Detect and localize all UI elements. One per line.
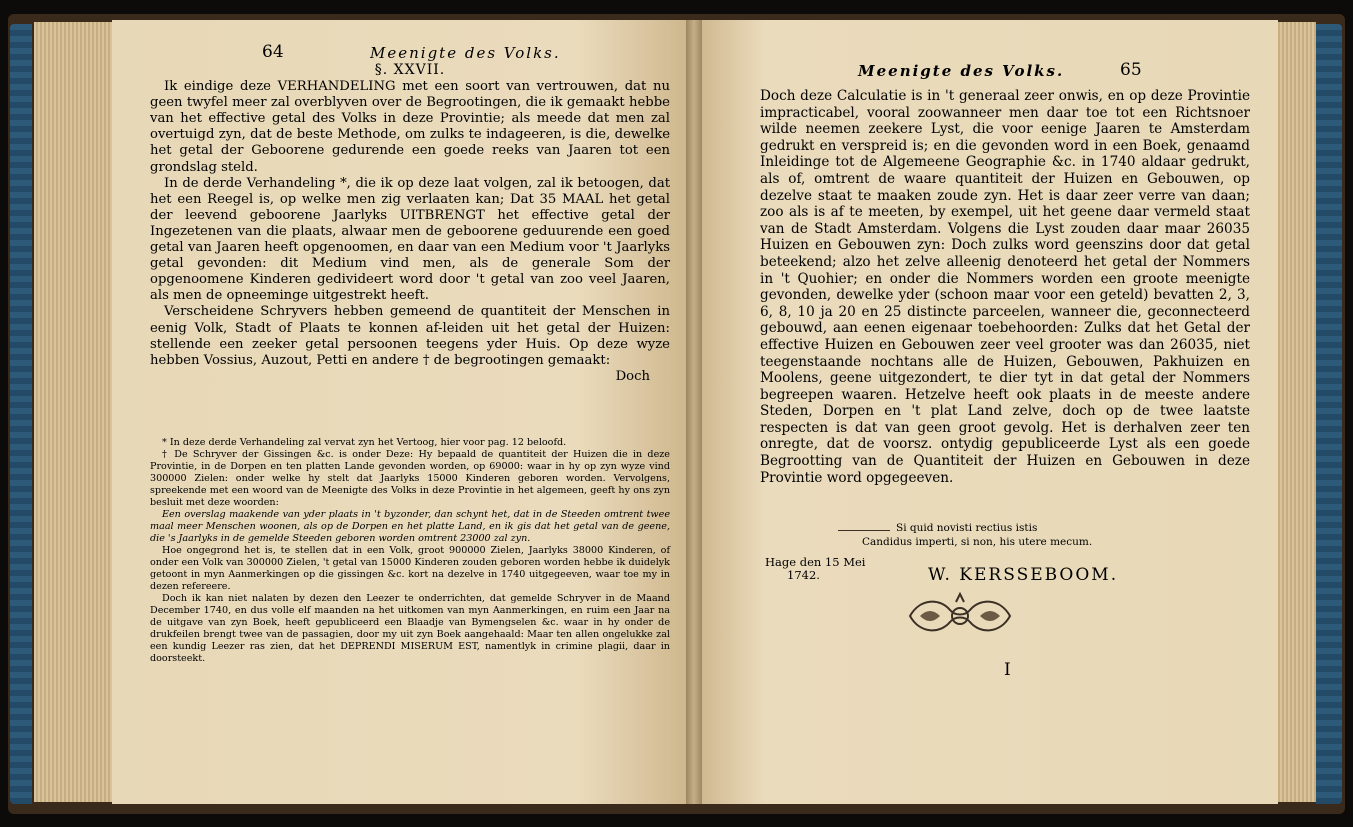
quote-line-2: Candidus imperti, si non, his utere mecum.: [862, 535, 1093, 548]
page-stack-right: [1276, 22, 1316, 802]
place-date: [765, 556, 866, 582]
signature-mark: I: [1004, 660, 1011, 680]
cover-edge-right: [1316, 24, 1342, 804]
left-paragraph-2: In de derde Verhandeling *, die ik op deze laat volgen, zal ik betoogen, dat het een Reegel is, op welke men zig verlaaten kan; Dat 35 MAAL het getal der leevend geboorene Jaarlyks UITBRENGT het effective getal der Ingezetenen van die plaats, alwaar men de geboorene geduurende een goed getal van Jaaren heeft opgenoomen, en daar van een Medium voor 't Jaarlyks getal gevonden: dit Medium vind men, als de generale Som der opgenoomene Kinderen gedivideert word door 't getal van zoo veel Jaaren, als men de opneeminge uitgestrekt heeft.: [150, 175, 670, 304]
left-running-head: Meenigte des Volks.: [370, 44, 561, 62]
quote-line-1: Si quid novisti rectius istis: [896, 522, 1038, 534]
right-paragraph-1: Doch deze Calculatie is in 't generaal zeer onwis, en op deze Provintie impracticabel, vooral zoowanneer men daar toe tot een Richtsnoer wilde neemen zeekere Lyst, die voor eenige Jaaren te Amsterdam gedrukt en verspreid is; en die gevonden word in een Boek, genaamd Inleidinge tot de Algemeene Geographie &c. in 1740 aldaar gedrukt, als of, omtrent de waare quantiteit der Huizen en Gebouwen, op dezelve staat te maaken zoude zyn. Het is daar zeer verre van daan; zoo als is af te meeten, by exempel, uit het geene daar vermeld staat van de Stadt Amsterdam. Volgens die Lyst zouden daar maar 26035 Huizen en Gebouwen zyn: Doch zulks word geenszins door dat getal beteekend; alzo het zelve alleenig denoteerd het getal der Nommers in 't Quohier; en onder die Nommers worden een groote meenigte gevonden, dewelke yder (schoon maar voor een geteld) bevatten 2, 3, 6, 8, 10 ja 20 en 25 distincte parceelen, wanneer die, geconnecteerd gebouwd, aan eenen eigenaar toebehoorden: Zulks dat het Getal der effective Huizen en Gebouwen zeer veel grooter was dan 26035, niet teegenstaande nochtans alle de Huizen, Gebouwen, Pakhuizen en Moolens, geene uitgezondert, te dier tyt in dat getal der Nommers begreepen waaren. Hetzelve heeft ook plaats in de meeste andere Steden, Dorpen en 't plat Land zelve, doch op de twee laatste respecten is dat van geen groot gevolg. Het is derhalven zeer ten onregte, dat de voorsz. ontydig gepubliceerde Lyst als een goede Begrootting van de Quantiteit der Huizen en Gebouwen in deze Provintie word opgegeeven.: [760, 88, 1250, 486]
left-page-number: 64: [262, 42, 284, 62]
footnote-2: † De Schryver der Gissingen &c. is onder Deze: Hy bepaald de quantiteit der Huizen die in deze Provintie, in de Dorpen en ten platten Lande gevonden worden, op 69000: waar in hy op zyn wyze vind 300000 Zielen: onder welke hy stelt dat Jaarlyks 15000 Kinderen geboren worden. Vervolgens, spreekende met een woord van de Meenigte des Volks in deze Provintie in het algemeen, geeft hy ons zyn besluit met deze woorden:: [150, 449, 670, 508]
footnote-4: Hoe ongegrond het is, te stellen dat in een Volk, groot 900000 Zielen, Jaarlyks 38000 Kinderen, of onder een Volk van 300000 Zielen, 't getal van 15000 Kinderen zouden geboren worden hebbe ik duidelyk getoont in myn Aanmerkingen op die gissingen &c. kort na dezelve in 1740 uitgegeeven, waar toe my in dezen refereere.: [150, 545, 670, 592]
cover-edge-left: [10, 24, 32, 804]
footnote-3: Een overslag maakende van yder plaats in 't byzonder, dan schynt het, dat in de Steeden omtrent twee maal meer Menschen woonen, als op de Dorpen en het platte Land, en ik gis dat het getal van de geene, die 's Jaarlyks in de gemelde Steeden geboren worden omtrent 23000 zal zyn.: [150, 509, 670, 544]
book-gutter: [686, 20, 702, 804]
footnote-5: Doch ik kan niet nalaten by dezen den Leezer te onderrichten, dat gemelde Schryver in de Maand December 1740, en dus volle elf maanden na het uitkomen van myn Aanmerkingen, en ruim een Jaar na de uitgave van zyn Boek, heeft gepubliceerd een Blaadje van Bymengselen &c. waar in hy onder de drukfeilen brengt twee van de passagien, door my uit zyn Boek aangehaald: Maar ten allen ongelukke zal een kundig Leezer ras zien, dat het DEPRENDI MISERUM EST, namentlyk in crimine plagii, daar in doorsteekt.: [150, 593, 670, 664]
catchword: Doch: [615, 368, 650, 384]
left-body-text: [150, 62, 670, 385]
left-paragraph-1: Ik eindige deze VERHANDELING met een soort van vertrouwen, dat nu geen twyfel meer zal overblyven over de Begrootingen, die ik gemaakt hebbe van het effective getal des Volks in deze Provintie; als meede dat men zal overtuigd zyn, dat de beste Methode, om zulks te indageeren, is die, dewelke het getal der Geboorene gedurende een goede reeks van Jaaren tot een grondslag steld.: [150, 79, 670, 175]
right-running-head: Meenigte des Volks.: [858, 62, 1065, 80]
ornament-icon: [900, 592, 1020, 640]
place-line: Hage den 15 Mei: [765, 555, 866, 569]
right-body-text: [760, 88, 1250, 486]
year-line: 1742.: [787, 568, 820, 582]
section-heading: §. XXVII.: [374, 62, 446, 78]
left-paragraph-3: Verscheidene Schryvers hebben gemeend de quantiteit der Menschen in eenig Volk, Stadt of Plaats te konnen af-leiden uit het getal der Huizen: stellende een zeeker getal persoonen teegens yder Huis. Op deze wyze hebben Vossius, Auzout, Petti en andere † de begrootingen gemaakt:: [150, 304, 670, 368]
right-page-number: 65: [1120, 60, 1142, 80]
footnote-1: * In deze derde Verhandeling zal vervat zyn het Vertoog, hier voor pag. 12 beloofd.: [162, 437, 567, 448]
author-name: W. KERSSEBOOM.: [928, 565, 1119, 585]
footnotes: [150, 437, 670, 665]
page-stack-left: [34, 22, 114, 802]
closing-quote: [862, 522, 1162, 549]
